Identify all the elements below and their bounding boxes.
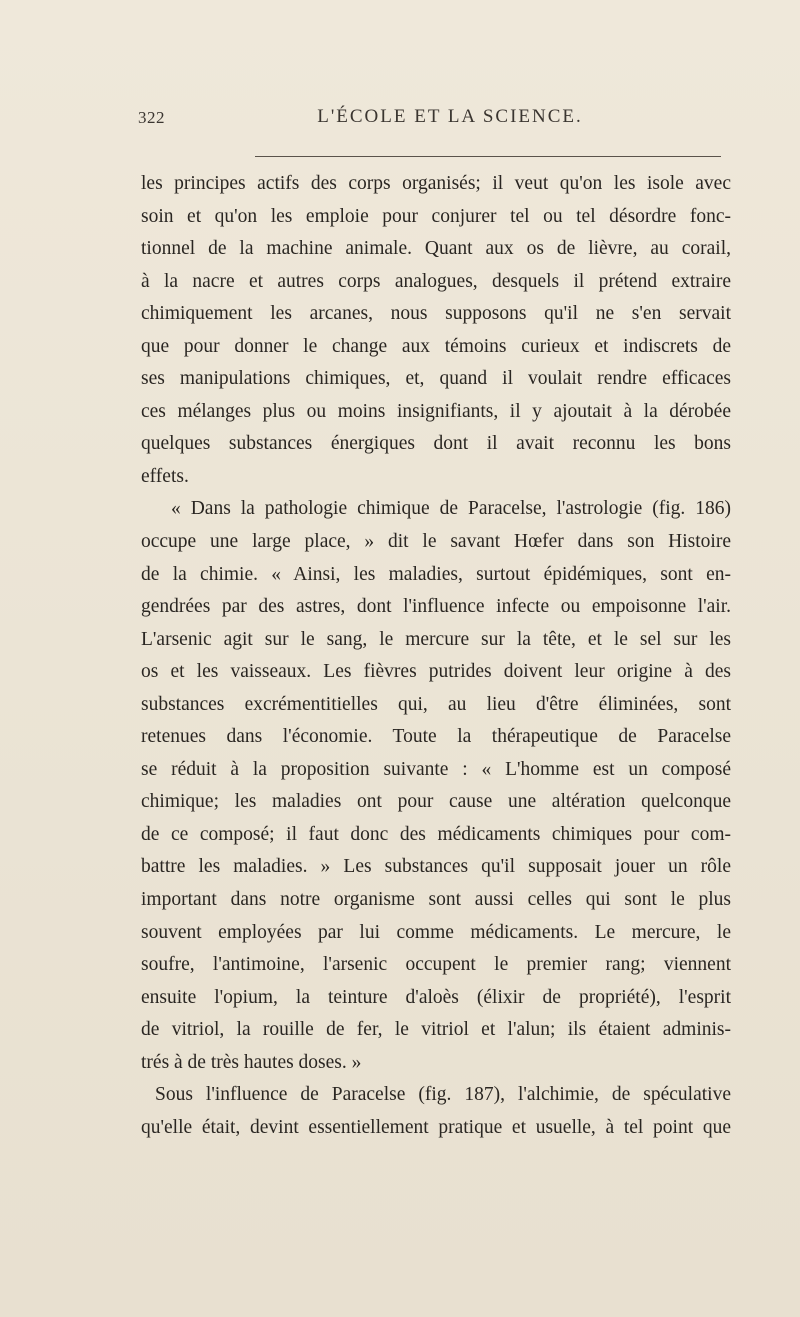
text-line: quelques substances énergiques dont il avait reconnu les bons [141,433,731,455]
text-line: « Dans la pathologie chimique de Paracelse, l'astrologie (fig. 186) [171,498,731,520]
text-line: chimique; les maladies ont pour cause une altération quelconque [141,791,731,813]
text-line: de vitriol, la rouille de fer, le vitriol et l'alun; ils étaient adminis- [141,1019,731,1041]
text-line: de ce composé; il faut donc des médicaments chimiques pour com- [141,823,731,845]
text-line: L'arsenic agit sur le sang, le mercure sur la tête, et le sel sur les [141,628,731,650]
text-line: qu'elle était, devint essentiellement pratique et usuelle, à tel point que [141,1116,731,1138]
text-line: souvent employées par lui comme médicaments. Le mercure, le [141,921,731,943]
body-text [141,168,731,1144]
text-line: retenues dans l'économie. Toute la thérapeutique de Paracelse [141,726,731,748]
text-line: trés à de très hautes doses. » [141,1051,362,1073]
page-number: 322 [138,108,165,127]
text-line: effets. [141,465,189,487]
text-line: occupe une large place, » dit le savant Hœfer dans son Histoire [141,531,731,553]
header-rule [255,156,721,157]
text-line: important dans notre organisme sont aussi celles qui sont le plus [141,889,731,911]
text-line: ses manipulations chimiques, et, quand il voulait rendre efficaces [141,368,731,390]
text-line: gendrées par des astres, dont l'influence infecte ou empoisonne l'air. [141,596,731,618]
text-line: se réduit à la proposition suivante : « L'homme est un composé [141,758,731,780]
text-line: battre les maladies. » Les substances qu'il supposait jouer un rôle [141,856,731,878]
text-line: tionnel de la machine animale. Quant aux os de lièvre, au corail, [141,238,731,260]
text-line: à la nacre et autres corps analogues, desquels il prétend extraire [141,270,731,292]
text-line: chimiquement les arcanes, nous supposons qu'il ne s'en servait [141,303,731,325]
text-line: os et les vaisseaux. Les fièvres putrides doivent leur origine à des [141,661,731,683]
text-line: soin et qu'on les emploie pour conjurer tel ou tel désordre fonc- [141,205,731,227]
text-line: que pour donner le change aux témoins curieux et indiscrets de [141,335,731,357]
text-line: ces mélanges plus ou moins insignifiants, il y ajoutait à la dérobée [141,400,731,422]
text-line: de la chimie. « Ainsi, les maladies, surtout épidémiques, sont en- [141,563,731,585]
text-line: Sous l'influence de Paracelse (fig. 187), l'alchimie, de spéculative [155,1084,731,1106]
running-title: L'ÉCOLE ET LA SCIENCE. [317,106,583,127]
text-line: ensuite l'opium, la teinture d'aloès (élixir de propriété), l'esprit [141,986,731,1008]
text-line: les principes actifs des corps organisés; il veut qu'on les isole avec [141,173,731,194]
text-line: substances excrémentitielles qui, au lieu d'être éliminées, sont [141,693,731,715]
text-line: soufre, l'antimoine, l'arsenic occupent le premier rang; viennent [141,954,731,976]
